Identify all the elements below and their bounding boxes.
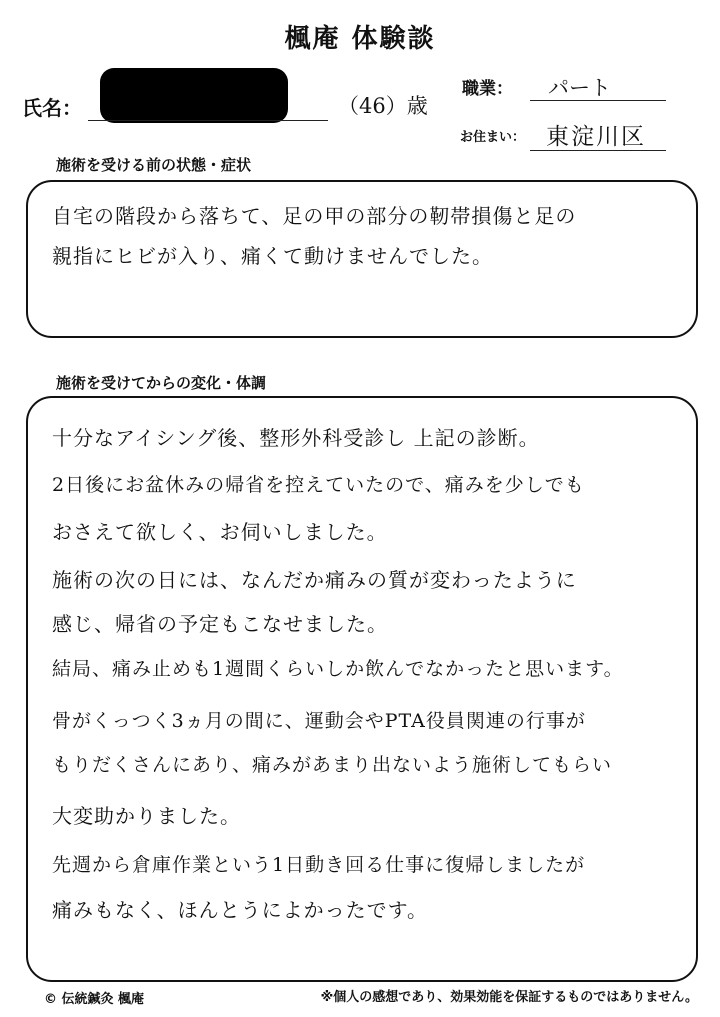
after-heading: 施術を受けてからの変化・体調: [56, 374, 267, 392]
before-line: 親指にヒビが入り、痛くて動けませんでした。: [52, 244, 493, 268]
residence-label: お住まい：: [460, 130, 526, 145]
occupation-value: パート: [548, 76, 611, 100]
name-underline: [88, 120, 328, 121]
residence-value: 東淀川区: [546, 124, 646, 150]
redacted-name: [100, 68, 288, 123]
before-line: 自宅の階段から落ちて、足の甲の部分の靭帯損傷と足の: [52, 204, 577, 228]
after-line: 2日後にお盆休みの帰省を控えていたので、痛みを少しでも: [52, 474, 585, 496]
after-line: 十分なアイシング後、整形外科受診し 上記の診断。: [52, 426, 540, 450]
before-heading: 施術を受ける前の状態・症状: [56, 156, 252, 174]
after-line: 大変助かりました。: [52, 804, 241, 828]
after-line: 結局、痛み止めも1週間くらいしか飲んでなかったと思います。: [52, 658, 624, 680]
after-box: [26, 396, 698, 982]
copyright: © 伝統鍼灸 楓庵: [44, 992, 145, 1007]
occupation-label: 職業：: [462, 79, 513, 99]
after-line: 痛みもなく、ほんとうによかったです。: [52, 898, 428, 922]
before-box: [26, 180, 698, 338]
after-line: 施術の次の日には、なんだか痛みの質が変わったように: [52, 568, 577, 592]
occupation-underline: [530, 100, 666, 101]
after-line: 先週から倉庫作業という1日動き回る仕事に復帰しましたが: [52, 854, 586, 876]
page-title: 楓庵 体験談: [284, 24, 436, 54]
after-line: おさえて欲しく、お伺いしました。: [52, 520, 388, 544]
after-line: 感じ、帰省の予定もこなせました。: [52, 612, 388, 636]
after-line: 骨がくっつく3ヵ月の間に、運動会やPTA役員関連の行事が: [52, 710, 586, 732]
age-value: （46）歳: [338, 94, 428, 118]
disclaimer: ※個人の感想であり、効果効能を保証するものではありません。: [320, 990, 698, 1005]
name-label: 氏名：: [22, 96, 82, 120]
after-line: もりだくさんにあり、痛みがあまり出ないよう施術してもらい: [52, 754, 613, 776]
residence-underline: [530, 150, 666, 151]
